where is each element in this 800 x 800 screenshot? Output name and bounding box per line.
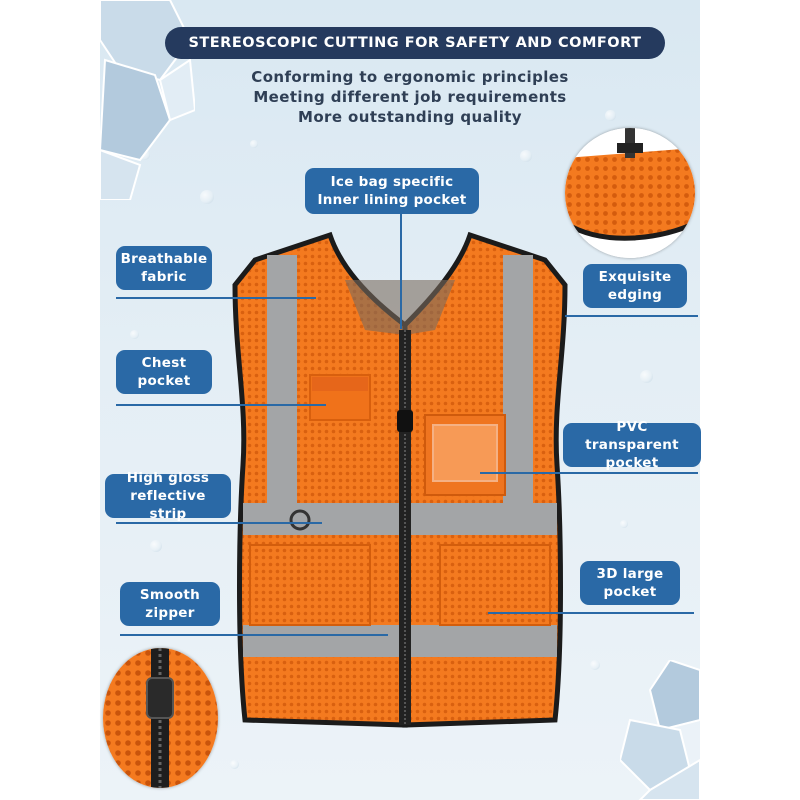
connector-large-pocket <box>488 612 694 614</box>
zipper-detail-inset <box>103 648 218 788</box>
water-droplet <box>200 190 214 204</box>
subtitle-line-1: Conforming to ergonomic principles <box>251 68 569 86</box>
water-droplet <box>640 370 653 383</box>
water-droplet <box>150 540 162 552</box>
connector-pvc <box>480 472 698 474</box>
water-droplet <box>230 760 239 769</box>
callout-breathable-fabric: Breathable fabric <box>116 246 212 290</box>
ice-cubes-bottom-right <box>620 660 700 800</box>
water-droplet <box>250 140 258 148</box>
callout-reflective-strip: High gloss reflective strip <box>105 474 231 518</box>
water-droplet <box>520 150 532 162</box>
callout-chest-pocket: Chest pocket <box>116 350 212 394</box>
water-droplet <box>590 660 600 670</box>
subtitle-line-2: Meeting different job requirements <box>253 88 567 106</box>
edging-detail-inset <box>565 128 695 258</box>
connector-zipper <box>120 634 388 636</box>
connector-edging <box>565 315 698 317</box>
page-title: STEREOSCOPIC CUTTING FOR SAFETY AND COMFORT <box>165 27 665 59</box>
subtitle-line-3: More outstanding quality <box>298 108 522 126</box>
reflective-strip-left-vertical <box>267 255 297 510</box>
water-droplet <box>620 520 628 528</box>
water-droplet <box>130 330 139 339</box>
connector-chest-pocket <box>116 404 326 406</box>
callout-smooth-zipper: Smooth zipper <box>120 582 220 626</box>
callout-ice-bag-pocket: Ice bag specific Inner lining pocket <box>305 168 479 214</box>
connector-ice-bag <box>400 211 402 329</box>
callout-large-pocket: 3D large pocket <box>580 561 680 605</box>
callout-exquisite-edging: Exquisite edging <box>583 264 687 308</box>
callout-pvc-pocket: PVC transparent pocket <box>563 423 701 467</box>
connector-breathable <box>116 297 316 299</box>
